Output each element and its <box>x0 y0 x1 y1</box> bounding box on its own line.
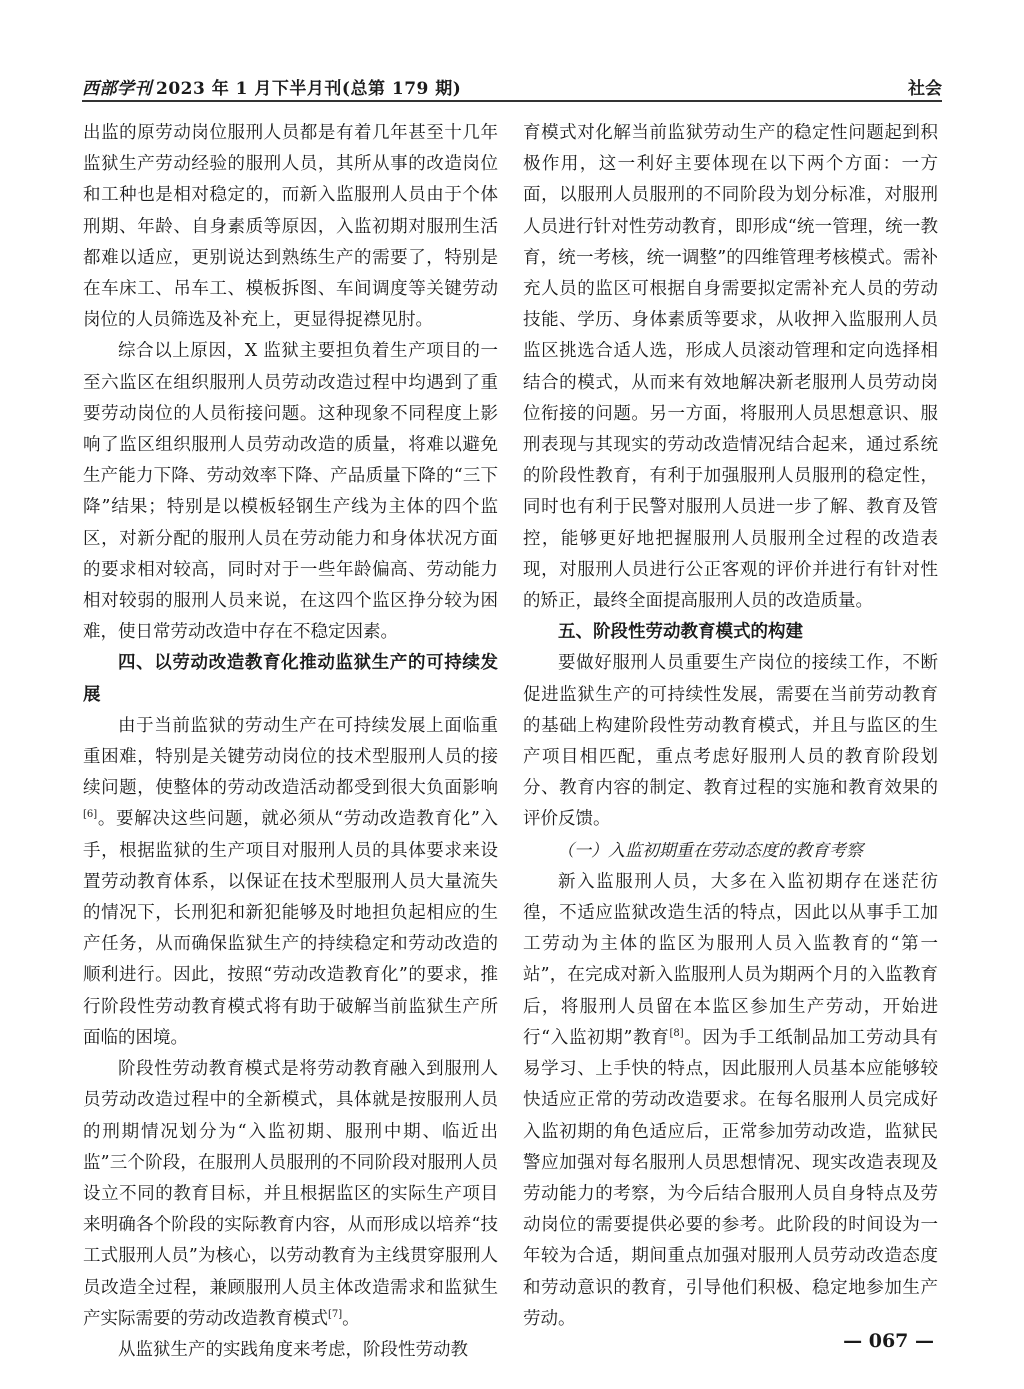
left-column <box>83 118 498 1366</box>
journal-logo: 西部学刊 <box>82 79 152 99</box>
subsection-heading: （一）入监初期重在劳动态度的教育考察 <box>557 840 863 861</box>
paragraph: 综合以上原因，X 监狱主要担负着生产项目的一至六监区在组织服刑人员劳动改造过程中均遇到了重要劳动岗位的人员衔接问题。这种现象不同程度上影响了监区组织服刑人员劳动改造的质量，将难以避免生产能力下降、劳动效率下降、产品质量下降的“三下降”结果；特别是以模板轻钢生产线为主体的四个监区，对新分配的服刑人员在劳动能力和身体状况方面的要求相对较高，同时对于一些年龄偏高、劳动能力相对较弱的服刑人员来说，在这四个监区挣分较为困难，使日常劳动改造中存在不稳定因素。 <box>83 341 498 643</box>
citation-ref[interactable]: [8] <box>669 1028 684 1040</box>
running-header <box>82 70 942 102</box>
section-heading-5: 五、阶段性劳动教育模式的构建 <box>558 622 803 643</box>
paragraph: 从监狱生产的实践角度来考虑，阶段性劳动教 <box>118 1339 468 1360</box>
section-heading-4: 四、以劳动改造教育化推动监狱生产的可持续发展 <box>83 653 498 705</box>
section-label: 社会 <box>908 79 942 99</box>
paragraph: 新入监服刑人员，大多在入监初期存在迷茫彷徨，不适应监狱改造生活的特点，因此以从事手工加工劳动为主体的监区为服刑人员入监教育的“第一站”，在完成对新入监服刑人员为期两个月的入监教育后，将服刑人员留在本监区参加生产劳动，开始进行“入监初期”教育[8]。因为手工纸制品加工劳动具有易学习、上手快的特点，因此服刑人员基本应能够较快适应正常的劳动改造要求。在每名服刑人员完成好入监初期的角色适应后，正常参加劳动改造，监狱民警应加强对每名服刑人员思想情况、现实改造表现及劳动能力的考察，为今后结合服刑人员自身特点及劳动岗位的需要提供必要的参考。此阶段的时间设为一年较为合适，期间重点加强对服刑人员劳动改造态度和劳动意识的教育，引导他们积极、稳定地参加生产劳动。 <box>523 871 938 1329</box>
paragraph: 育模式对化解当前监狱劳动生产的稳定性问题起到积极作用，这一利好主要体现在以下两个方面：一方面，以服刑人员服刑的不同阶段为划分标准，对服刑人员进行针对性劳动教育，即形成“统一管理，统一教育，统一考核，统一调整”的四维管理考核模式。需补充人员的监区可根据自身需要拟定需补充人员的劳动技能、学历、身体素质等要求，从收押入监服刑人员监区挑选合适人选，形成人员滚动管理和定向选择相结合的模式，从而来有效地解决新老服刑人员劳动岗位衔接的问题。另一方面，将服刑人员思想意识、服刑表现与其现实的劳动改造情况结合起来，通过系统的阶段性教育，有利于加强服刑人员服刑的稳定性，同时也有利于民警对服刑人员进一步了解、教育及管控，能够更好地把握服刑人员服刑全过程的改造表现，对服刑人员进行公正客观的评价并进行有针对性的矫正，最终全面提高服刑人员的改造质量。 <box>523 123 938 612</box>
paragraph: 要做好服刑人员重要生产岗位的接续工作，不断促进监狱生产的可持续性发展，需要在当前劳动教育的基础上构建阶段性劳动教育模式，并且与监区的生产项目相匹配，重点考虑好服刑人员的教育阶段划分、教育内容的制定、教育过程的实施和教育效果的评价反馈。 <box>523 653 938 830</box>
paragraph: 由于当前监狱的劳动生产在可持续发展上面临重重困难，特别是关键劳动岗位的技术型服刑人员的接续问题，使整体的劳动改造活动都受到很大负面影响[6]。要解决这些问题，就必须从“劳动改造教育化”入手，根据监狱的生产项目对服刑人员的具体要求来设置劳动教育体系，以保证在技术型服刑人员大量流失的情况下，长刑犯和新犯能够及时地担负起相应的生产任务，从而确保监狱生产的持续稳定和劳动改造的顺利进行。因此，按照“劳动改造教育化”的要求，推行阶段性劳动教育模式将有助于破解当前监狱生产所面临的困境。 <box>83 715 498 1048</box>
citation-ref[interactable]: [7] <box>328 1308 343 1320</box>
page-number: — 067 — <box>843 1330 934 1352</box>
issue-info: 2023 年 1 月下半月刊(总第 179 期) <box>156 79 462 99</box>
right-column <box>523 118 938 1335</box>
journal-masthead <box>82 74 461 99</box>
paragraph: 阶段性劳动教育模式是将劳动教育融入到服刑人员劳动改造过程中的全新模式，具体就是按服刑人员的刑期情况划分为“入监初期、服刑中期、临近出监”三个阶段，在服刑人员服刑的不同阶段对服刑人员设立不同的教育目标，并且根据监区的实际生产项目来明确各个阶段的实际教育内容，从而形成以培养“技工式服刑人员”为核心，以劳动教育为主线贯穿服刑人员改造全过程，兼顾服刑人员主体改造需求和监狱生产实际需要的劳动改造教育模式[7]。 <box>83 1059 498 1329</box>
paragraph: 出监的原劳动岗位服刑人员都是有着几年甚至十几年监狱生产劳动经验的服刑人员，其所从事的改造岗位和工种也是相对稳定的，而新入监服刑人员由于个体刑期、年龄、自身素质等原因，入监初期对服刑生活都难以适应，更别说达到熟练生产的需要了，特别是在车床工、吊车工、模板拆图、车间调度等关键劳动岗位的人员筛选及补充上，更显得捉襟见肘。 <box>83 123 498 331</box>
citation-ref[interactable]: [6] <box>83 809 98 821</box>
